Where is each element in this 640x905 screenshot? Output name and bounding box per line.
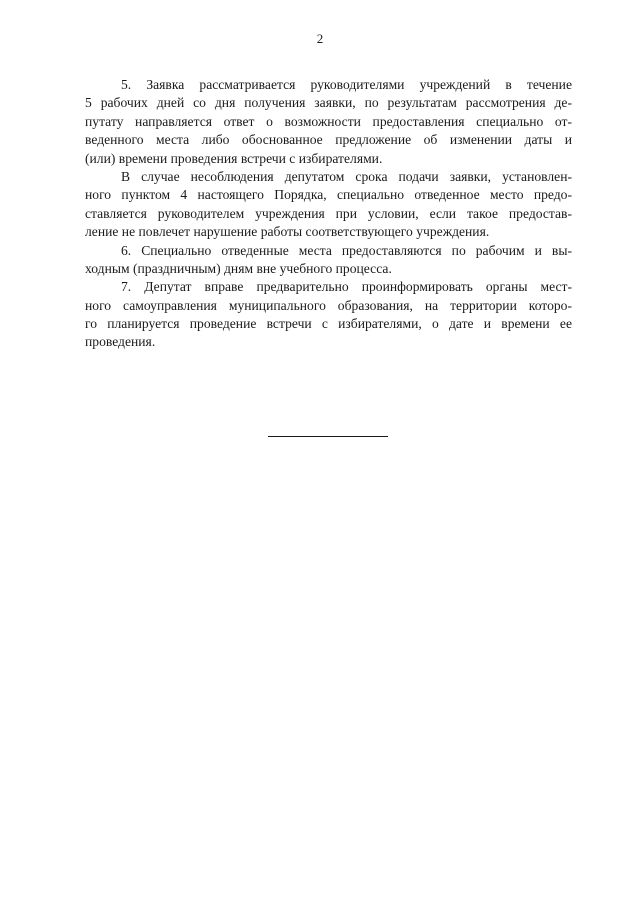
text-line: 5. Заявка рассматривается руководителями учреждений в течение xyxy=(121,77,572,92)
text-line: ходным (праздничным) дням вне учебного процесса. xyxy=(85,260,392,276)
paragraph-item-6 xyxy=(85,242,572,279)
text-line: 6. Специально отведенные места предоставляются по рабочим и вы- xyxy=(121,242,572,258)
page-number: 2 xyxy=(316,31,324,46)
paragraph-item-7 xyxy=(85,278,572,352)
text-line: го планируется проведение встречи с избирателями, о дате и времени ее xyxy=(85,316,572,332)
text-line: путату направляется ответ о возможности предоставления специально от- xyxy=(85,113,572,129)
text-line: проведения. xyxy=(85,334,156,350)
document-body xyxy=(85,76,572,352)
end-separator-line xyxy=(268,436,388,437)
text-line: ление не повлечет нарушение работы соответствующего учреждения. xyxy=(85,224,490,240)
text-line: (или) времени проведения встречи с избирателями. xyxy=(85,150,383,166)
text-line: В случае несоблюдения депутатом срока подачи заявки, установлен- xyxy=(121,168,572,184)
text-line: веденного места либо обоснованное предложение об изменении даты и xyxy=(85,132,572,148)
paragraph-late-application xyxy=(85,168,572,242)
text-line: ного пунктом 4 настоящего Порядка, специально отведенное место предо- xyxy=(85,187,572,203)
text-line: ного самоуправления муниципального образования, на территории которо- xyxy=(85,297,572,313)
paragraph-item-5 xyxy=(85,76,572,168)
text-line: 5 рабочих дней со дня получения заявки, по результатам рассмотрения де- xyxy=(85,95,572,111)
text-line: ставляется руководителем учреждения при условии, если такое предостав- xyxy=(85,205,572,221)
text-line: 7. Депутат вправе предварительно проинформировать органы мест- xyxy=(121,279,572,295)
